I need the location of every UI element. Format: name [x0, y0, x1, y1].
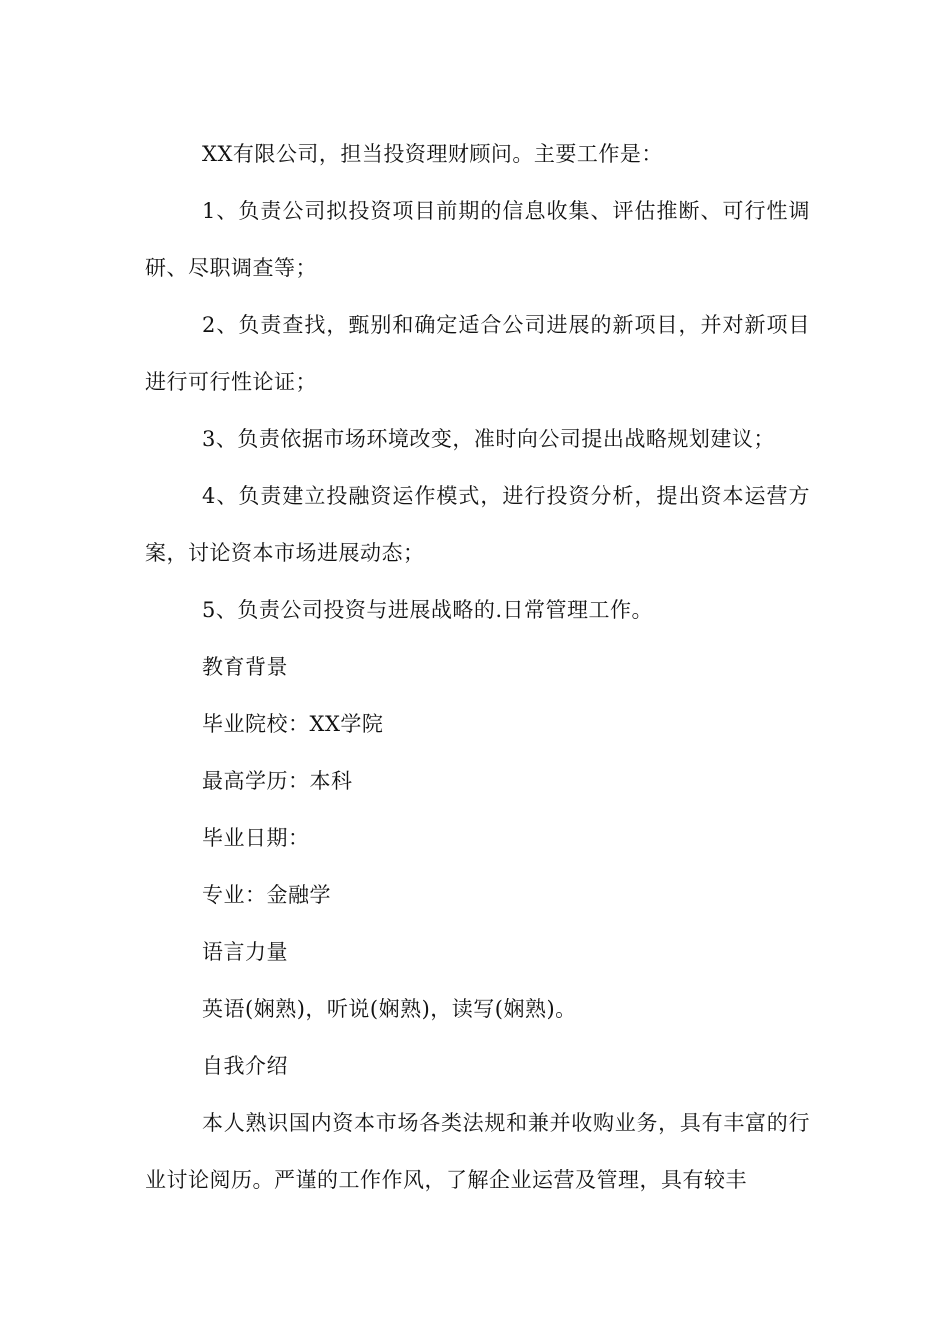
paragraph-duty-4: 4、负责建立投融资运作模式，进行投资分析，提出资本运营方案，讨论资本市场进展动态； [145, 484, 810, 565]
paragraph-duty-2: 2、负责查找，甄别和确定适合公司进展的新项目，并对新项目进行可行性论证； [145, 313, 810, 394]
paragraph-duty-3: 3、负责依据市场环境改变，准时向公司提出战略规划建议； [202, 427, 775, 451]
paragraph-duty-1: 1、负责公司拟投资项目前期的信息收集、评估推断、可行性调研、尽职调查等； [145, 199, 810, 280]
field-graduation-date: 毕业日期： [202, 826, 310, 850]
field-major: 专业：金融学 [202, 883, 331, 907]
section-heading-language: 语言力量 [202, 940, 288, 964]
document-body [145, 126, 810, 1209]
field-highest-degree: 最高学历：本科 [202, 769, 353, 793]
paragraph-company-role: XX有限公司，担当投资理财顾问。主要工作是： [202, 142, 663, 166]
field-language-english: 英语(娴熟)，听说(娴熟)，读写(娴熟)。 [202, 997, 577, 1021]
field-graduate-school: 毕业院校：XX学院 [202, 712, 384, 736]
section-heading-education: 教育背景 [202, 655, 288, 679]
paragraph-self-intro: 本人熟识国内资本市场各类法规和兼并收购业务，具有丰富的行业讨论阅历。严谨的工作作风，了解企业运营及管理，具有较丰 [145, 1111, 810, 1192]
paragraph-duty-5: 5、负责公司投资与进展战略的.日常管理工作。 [202, 598, 654, 622]
section-heading-self-intro: 自我介绍 [202, 1054, 288, 1078]
